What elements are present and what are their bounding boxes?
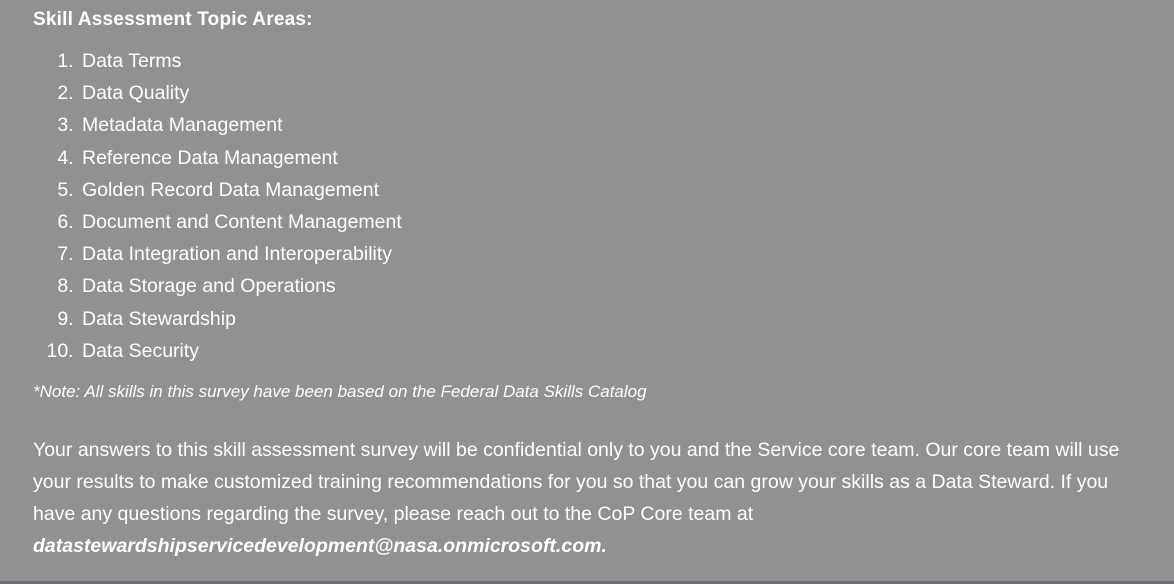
topic-item: 7. Data Integration and Interoperability bbox=[79, 238, 1140, 270]
topic-item: 4. Reference Data Management bbox=[79, 142, 1140, 174]
topic-item: 3. Metadata Management bbox=[79, 109, 1140, 141]
contact-email: datastewardshipservicedevelopment@nasa.onmicrosoft.com. bbox=[33, 535, 607, 558]
topic-item: 1. Data Terms bbox=[79, 45, 1140, 77]
topic-item: 8. Data Storage and Operations bbox=[79, 270, 1140, 302]
paragraph-text: Your answers to this skill assessment survey will be confidential only to you and the Service core team. Our core team will use your results to make customized training recommendations for you so that you can grow your skills as a Data Steward. If you have any questions regarding the survey, please reach out to the CoP Core team at bbox=[33, 439, 1120, 526]
topic-item: 5. Golden Record Data Management bbox=[79, 174, 1140, 206]
topic-item: 6. Document and Content Management bbox=[79, 206, 1140, 238]
topics-heading: Skill Assessment Topic Areas: bbox=[33, 9, 313, 30]
topic-item: 10. Data Security bbox=[79, 335, 1140, 367]
topic-item: 2. Data Quality bbox=[79, 77, 1140, 109]
note-text: *Note: All skills in this survey have been based on the Federal Data Skills Catalog bbox=[33, 382, 647, 402]
confidentiality-paragraph bbox=[33, 434, 1140, 562]
topic-list bbox=[33, 45, 1140, 367]
topic-item: 9. Data Stewardship bbox=[79, 303, 1140, 335]
